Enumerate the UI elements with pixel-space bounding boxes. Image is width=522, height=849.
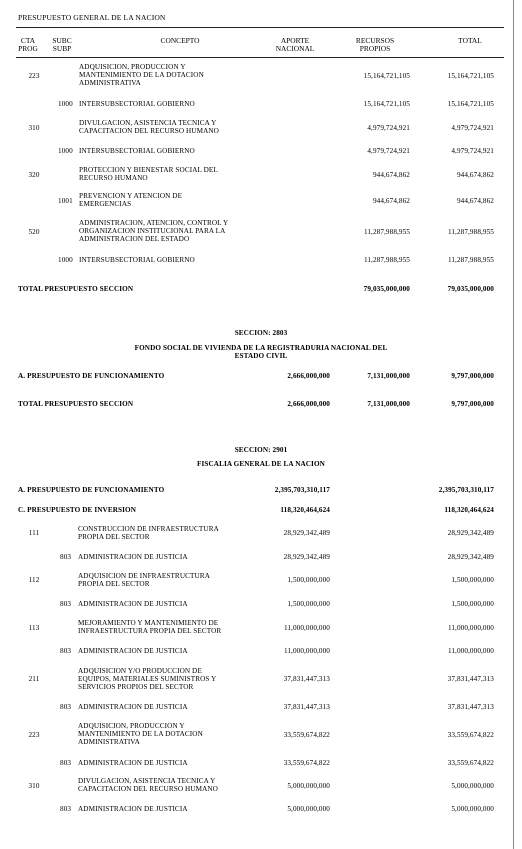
recursos-value: 4,979,724,921 [367, 124, 410, 132]
subp-code: 803 [60, 553, 72, 561]
concepto-line: INFRAESTRUCTURA PROPIA DEL SECTOR [78, 627, 222, 635]
subp-code: 1000 [58, 256, 73, 264]
concepto-line: MANTENIMIENTO DE LA DOTACION [79, 71, 204, 79]
subp-code: 1000 [58, 147, 73, 155]
total-value: 944,674,862 [456, 197, 494, 205]
concepto-line: ADMINISTRATIVA [78, 738, 140, 746]
recursos-value: 11,287,988,955 [363, 256, 410, 264]
prog-code: 320 [28, 171, 40, 179]
total-value: 28,929,342,489 [447, 529, 494, 537]
header-recursos: RECURSOS [355, 36, 395, 45]
total-value: 28,929,342,489 [447, 553, 494, 561]
total-value: 9,797,000,000 [451, 372, 494, 380]
section-total-recursos: 7,131,000,000 [367, 400, 410, 408]
concepto-line: CONSTRUCCION DE INFRAESTRUCTURA [78, 525, 219, 533]
total-value: 1,500,000,000 [451, 600, 494, 608]
header-prog: PROG [18, 44, 38, 53]
concepto-line: EQUIPOS, MATERIALES SUMINISTROS Y [78, 675, 217, 683]
header-subc: SUBC [52, 36, 72, 45]
total-value: 33,559,674,822 [447, 759, 494, 767]
prog-code: 310 [28, 124, 40, 132]
aporte-value: 2,395,703,310,117 [274, 486, 330, 494]
section-heading: SECCION: 2803 [234, 329, 288, 337]
section-name: FONDO SOCIAL DE VIVIENDA DE LA REGISTRADURIA NACIONAL DEL [134, 344, 388, 352]
inversion-label: C. PRESUPUESTO DE INVERSION [18, 506, 136, 514]
section-total-total: 79,035,000,000 [447, 285, 494, 293]
funcionamiento-label: A. PRESUPUESTO DE FUNCIONAMIENTO [18, 486, 165, 494]
concepto-line: CAPACITACION DEL RECURSO HUMANO [79, 127, 219, 135]
recursos-value: 944,674,862 [372, 197, 410, 205]
concepto-line: ADMINISTRACION DE JUSTICIA [78, 600, 188, 608]
section-total-aporte: 2,666,000,000 [287, 400, 330, 408]
concepto-line: SERVICIOS PROPIOS DEL SECTOR [78, 683, 194, 691]
prog-code: 223 [28, 731, 40, 739]
prog-code: 310 [28, 782, 40, 790]
total-value: 5,000,000,000 [451, 805, 494, 813]
total-value: 5,000,000,000 [451, 782, 494, 790]
aporte-value: 118,320,464,624 [280, 506, 330, 514]
concepto-line: ADMINISTRATIVA [79, 79, 141, 87]
concepto-line: PROPIA DEL SECTOR [78, 580, 150, 588]
prog-code: 111 [28, 529, 40, 537]
recursos-value: 11,287,988,955 [363, 228, 410, 236]
aporte-value: 5,000,000,000 [287, 782, 330, 790]
recursos-value: 15,164,721,105 [363, 72, 410, 80]
header-total: TOTAL [458, 36, 482, 45]
concepto-line: ADQUISICION DE INFRAESTRUCTURA [78, 572, 210, 580]
total-value: 11,000,000,000 [447, 647, 494, 655]
total-value: 15,164,721,105 [447, 72, 494, 80]
concepto-line: ADMINISTRACION DE JUSTICIA [78, 703, 188, 711]
total-value: 11,287,988,955 [447, 256, 494, 264]
recursos-value: 15,164,721,105 [363, 100, 410, 108]
aporte-value: 37,831,447,313 [283, 703, 330, 711]
concepto-line: ADQUISICION, PRODUCCION Y [78, 722, 185, 730]
aporte-value: 1,500,000,000 [287, 600, 330, 608]
section-total-label: TOTAL PRESUPUESTO SECCION [18, 400, 134, 408]
total-value: 37,831,447,313 [447, 703, 494, 711]
concepto-line: DIVULGACION, ASISTENCIA TECNICA Y [79, 119, 217, 127]
page-title: PRESUPUESTO GENERAL DE LA NACION [18, 13, 166, 22]
aporte-value: 33,559,674,822 [283, 731, 330, 739]
subp-code: 803 [60, 805, 72, 813]
concepto-line: ADMINISTRACION, ATENCION, CONTROL Y [79, 219, 229, 227]
concepto-line: RECURSO HUMANO [79, 174, 148, 182]
scan-edge-line [513, 0, 514, 849]
concepto-line: EMERGENCIAS [79, 200, 132, 208]
aporte-value: 11,000,000,000 [283, 647, 330, 655]
prog-code: 112 [28, 576, 40, 584]
concepto-line: ADQUISICION Y/O PRODUCCION DE [78, 667, 202, 675]
total-value: 4,979,724,921 [451, 124, 494, 132]
header-concepto: CONCEPTO [160, 36, 200, 45]
recursos-value: 944,674,862 [372, 171, 410, 179]
prog-code: 223 [28, 72, 40, 80]
recursos-value: 7,131,000,000 [367, 372, 410, 380]
concepto-line: DIVULGACION, ASISTENCIA TECNICA Y [78, 777, 216, 785]
prog-code: 113 [28, 624, 40, 632]
concepto-line: PROPIA DEL SECTOR [78, 533, 150, 541]
section-total-recursos: 79,035,000,000 [363, 285, 410, 293]
aporte-value: 2,666,000,000 [287, 372, 330, 380]
concepto-line: INTERSUBSECTORIAL GOBIERNO [79, 147, 195, 155]
section-heading: SECCION: 2901 [234, 446, 288, 454]
aporte-value: 5,000,000,000 [287, 805, 330, 813]
total-value: 11,000,000,000 [447, 624, 494, 632]
recursos-value: 4,979,724,921 [367, 147, 410, 155]
header-top-rule [16, 27, 504, 28]
prog-code: 211 [28, 675, 40, 683]
total-value: 15,164,721,105 [447, 100, 494, 108]
concepto-line: ADMINISTRACION DE JUSTICIA [78, 553, 188, 561]
total-value: 944,674,862 [456, 171, 494, 179]
header-bottom-rule [16, 57, 504, 58]
subp-code: 803 [60, 703, 72, 711]
concepto-line: PREVENCION Y ATENCION DE [79, 192, 183, 200]
total-value: 37,831,447,313 [447, 675, 494, 683]
concepto-line: ADMINISTRACION DEL ESTADO [79, 235, 190, 243]
concepto-line: ADMINISTRACION DE JUSTICIA [78, 805, 188, 813]
header-cta: CTA [20, 36, 36, 45]
subp-code: 803 [60, 600, 72, 608]
section-name: FISCALIA GENERAL DE LA NACION [197, 460, 325, 468]
header-propios: PROPIOS [359, 44, 391, 53]
concepto-line: MANTENIMIENTO DE LA DOTACION [78, 730, 203, 738]
section-total-label: TOTAL PRESUPUESTO SECCION [18, 285, 134, 293]
prog-code: 520 [28, 228, 40, 236]
total-value: 4,979,724,921 [451, 147, 494, 155]
concepto-line: MEJORAMIENTO Y MANTENIMIENTO DE [78, 619, 219, 627]
concepto-line: INTERSUBSECTORIAL GOBIERNO [79, 100, 195, 108]
total-value: 11,287,988,955 [447, 228, 494, 236]
total-value: 33,559,674,822 [447, 731, 494, 739]
section-name: ESTADO CIVIL [234, 352, 288, 360]
aporte-value: 28,929,342,489 [283, 529, 330, 537]
subp-code: 1000 [58, 100, 73, 108]
funcionamiento-label: A. PRESUPUESTO DE FUNCIONAMIENTO [18, 372, 165, 380]
aporte-value: 37,831,447,313 [283, 675, 330, 683]
concepto-line: CAPACITACION DEL RECURSO HUMANO [78, 785, 218, 793]
aporte-value: 33,559,674,822 [283, 759, 330, 767]
total-value: 2,395,703,310,117 [438, 486, 494, 494]
subp-code: 803 [60, 647, 72, 655]
subp-code: 803 [60, 759, 72, 767]
total-value: 118,320,464,624 [444, 506, 494, 514]
subp-code: 1001 [58, 197, 73, 205]
header-aporte: APORTE [280, 36, 310, 45]
aporte-value: 28,929,342,489 [283, 553, 330, 561]
concepto-line: ADMINISTRACION DE JUSTICIA [78, 759, 188, 767]
concepto-line: ADQUISICION, PRODUCCION Y [79, 63, 186, 71]
header-nacional: NACIONAL [275, 44, 315, 53]
concepto-line: ORGANIZACION INSTITUCIONAL PARA LA [79, 227, 226, 235]
concepto-line: ADMINISTRACION DE JUSTICIA [78, 647, 188, 655]
aporte-value: 11,000,000,000 [283, 624, 330, 632]
section-total-total: 9,797,000,000 [451, 400, 494, 408]
aporte-value: 1,500,000,000 [287, 576, 330, 584]
concepto-line: PROTECCION Y BIENESTAR SOCIAL DEL [79, 166, 218, 174]
header-subp: SUBP [52, 44, 72, 53]
concepto-line: INTERSUBSECTORIAL GOBIERNO [79, 256, 195, 264]
total-value: 1,500,000,000 [451, 576, 494, 584]
